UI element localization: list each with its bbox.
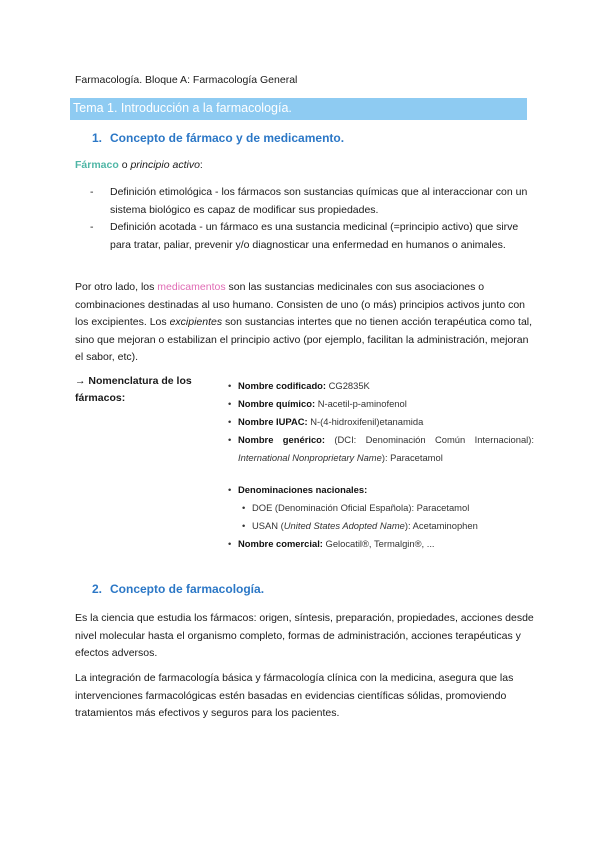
document-header: Farmacología. Bloque A: Farmacología General: [75, 74, 298, 86]
nomen-label: Nombre IUPAC:: [238, 416, 308, 427]
bullet-dot-icon: •: [228, 538, 232, 549]
nomen-label: Nombre genérico:: [238, 434, 326, 445]
section-1-number: 1.: [92, 131, 103, 145]
nomen-sub-text: DOE (Denominación Oficial Española): Paracetamol: [252, 502, 470, 513]
medicamentos-paragraph: [75, 279, 535, 367]
list-item: [222, 395, 534, 413]
list-item: [90, 184, 530, 219]
farmaco-alt-term: principio activo: [130, 159, 200, 171]
excipientes-term: excipientes: [169, 316, 223, 328]
nomenclatura-list: [222, 377, 534, 555]
para-part-a: Por otro lado, los: [75, 281, 158, 293]
list-item: [90, 219, 530, 254]
list-item: [222, 517, 534, 535]
dash-bullet-icon: -: [90, 186, 94, 198]
definition-bullet-list: [90, 184, 530, 254]
farmaco-term: Fármaco: [75, 159, 119, 171]
bullet-dot-icon: •: [228, 416, 232, 427]
nomen-value: (DCI: Denominación Común Internacional):: [325, 434, 534, 445]
bullet-dot-icon: •: [228, 434, 232, 445]
section-2-number: 2.: [92, 582, 103, 596]
list-item: [222, 431, 534, 467]
list-item: [222, 481, 534, 499]
list-item: [222, 413, 534, 431]
nomen-sub-text-italic: United States Adopted Name: [283, 520, 405, 531]
nomen-value: N-acetil-p-aminofenol: [315, 398, 407, 409]
nomen-value: CG2835K: [326, 380, 370, 391]
nomen-value-end: ): Paracetamol: [381, 452, 443, 463]
list-item: [222, 499, 534, 517]
para-part-b: son las sustancias medicinales con sus asociaciones o combinaciones destinadas al uso humano. Consisten de uno (o más) principios activos junto con los excipientes. Los: [75, 281, 526, 328]
nomen-label: Nombre comercial:: [238, 538, 323, 549]
tema-title: Tema 1. Introducción a la farmacología.: [73, 101, 292, 115]
farmaco-colon: :: [199, 159, 203, 171]
integracion-paragraph: La integración de farmacología básica y fármacología clínica con la medicina, asegura que las intervenciones farmacológicas estén basadas en evidencias científicas sólidas, promoviendo tratamientos más efectivos y seguros para los pacientes.: [75, 672, 514, 719]
bullet-text-acotada: Definición acotada - un fármaco es una sustancia medicinal (=principio activo) que sirve para tratar, paliar, prevenir y/o diagnosticar una enfermedad en humanos o animales.: [110, 221, 519, 251]
bullet-dot-icon: •: [228, 484, 232, 495]
dash-bullet-icon: -: [90, 221, 94, 233]
section-2-heading: [92, 582, 264, 596]
nomen-label: Denominaciones nacionales:: [238, 484, 368, 495]
nomen-label: Nombre químico:: [238, 398, 316, 409]
nomen-value-italic: International Nonproprietary Name: [238, 452, 382, 463]
list-item: [222, 535, 534, 553]
section-2-title: Concepto de farmacología.: [110, 582, 265, 596]
section-1-heading: [92, 131, 344, 145]
bullet-dot-icon: •: [228, 398, 232, 409]
list-item: [222, 377, 534, 395]
nomen-sub-text-b: ): Acetaminophen: [404, 520, 478, 531]
section-1-title: Concepto de fármaco y de medicamento.: [110, 131, 345, 145]
nomenclatura-title: → Nomenclatura de los fármacos:: [75, 375, 192, 404]
bullet-dot-icon: •: [242, 520, 246, 531]
nomen-value: N-(4-hidroxifenil)etanamida: [307, 416, 424, 427]
bullet-text-etimologica: Definición etimológica - los fármacos son sustancias químicas que al interaccionar con un sistema biológico es capaz de modificar sus propiedades.: [110, 186, 528, 216]
bullet-dot-icon: •: [242, 502, 246, 513]
medicamentos-term: medicamentos: [157, 281, 226, 293]
farmaco-definition-line: [75, 157, 535, 175]
para-part-c: son sustancias intertes que no tienen acción terapéutica como tal, sino que mejoran o estabilizan el principio activo (por ejemplo, facilitan la administración, mejoran el sabor, etc).: [75, 316, 533, 363]
nomen-sub-text-a: USAN (: [252, 520, 284, 531]
farmaco-o: o: [118, 159, 131, 171]
farmacologia-definition-paragraph: Es la ciencia que estudia los fármacos: origen, síntesis, preparación, propiedades, acciones desde nivel molecular hasta el organismo completo, formas de administración, acciones terapéuticas y efectos adversos.: [75, 612, 534, 659]
bullet-dot-icon: •: [228, 380, 232, 391]
nomen-value: Gelocatil®, Termalgin®, ...: [322, 538, 435, 549]
tema-title-bar: [70, 98, 527, 120]
nomen-label: Nombre codificado:: [238, 380, 327, 391]
